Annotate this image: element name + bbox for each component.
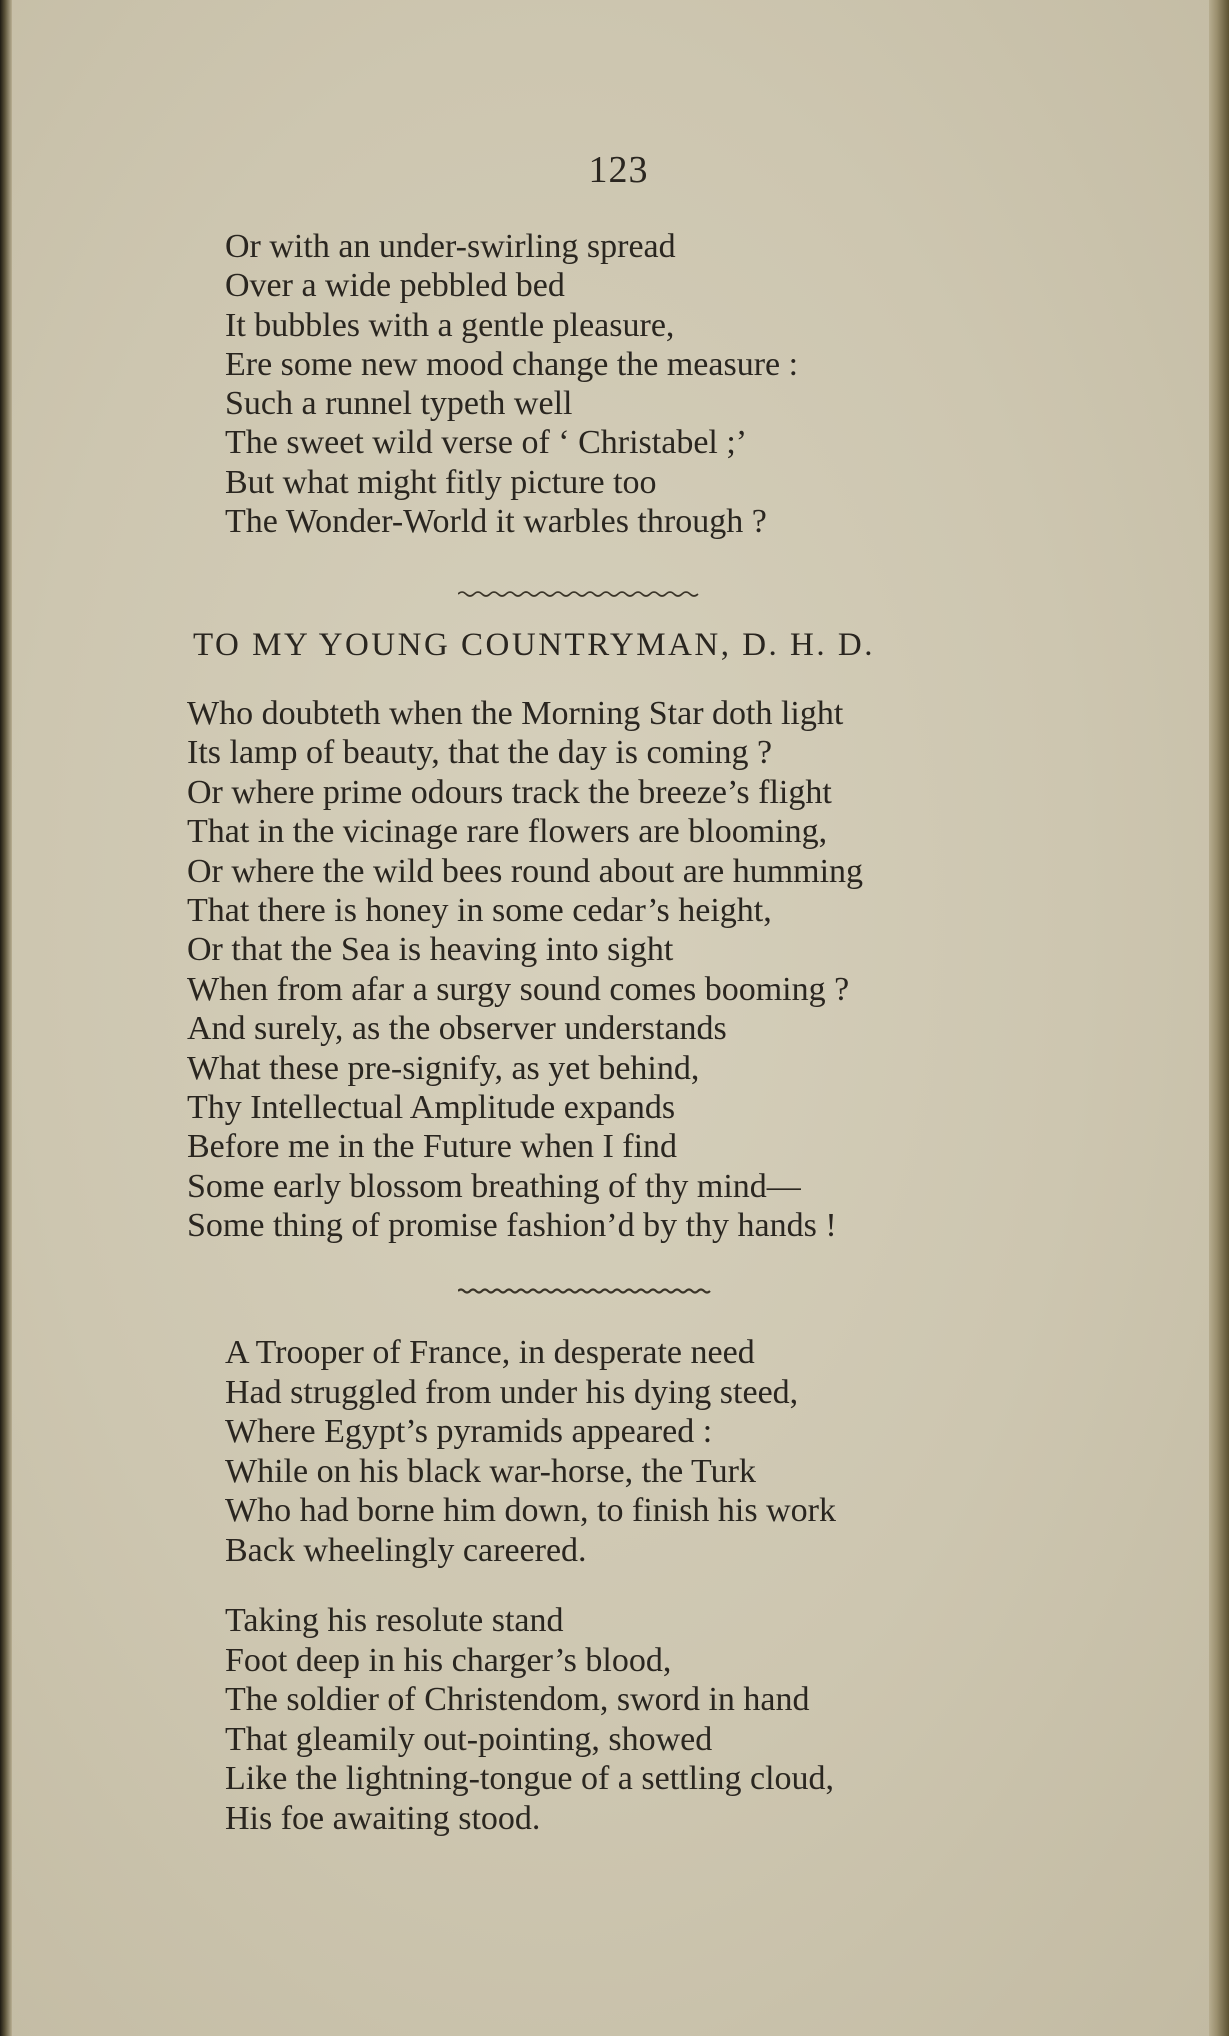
verse-line: The Wonder-World it warbles through ? (225, 503, 767, 541)
verse-line: That in the vicinage rare flowers are blooming, (187, 813, 828, 851)
stanza (225, 1333, 836, 1571)
verse-line: His foe awaiting stood. (225, 1799, 541, 1837)
poem-title: TO MY YOUNG COUNTRYMAN, D. H. D. (193, 627, 875, 663)
verse-line: That there is honey in some cedar’s height, (187, 892, 772, 930)
verse-line: Where Egypt’s pyramids appeared : (225, 1413, 713, 1451)
ornamental-divider-icon (458, 588, 704, 600)
verse-line: But what might fitly picture too (225, 463, 657, 501)
verse-line: Before me in the Future when I find (187, 1128, 678, 1166)
verse-line: While on his black war-horse, the Turk (225, 1452, 756, 1490)
verse-line: Its lamp of beauty, that the day is coming ? (187, 734, 773, 772)
verse-line: Or where prime odours track the breeze’s flight (187, 773, 832, 811)
verse-line: It bubbles with a gentle pleasure, (225, 306, 675, 344)
verse-line: Foot deep in his charger’s blood, (225, 1641, 672, 1679)
verse-line: The sweet wild verse of ‘ Christabel ;’ (225, 424, 748, 462)
verse-line: Ere some new mood change the measure : (225, 345, 799, 383)
verse-line: The soldier of Christendom, sword in hand (225, 1681, 810, 1719)
verse-line: Over a wide pebbled bed (225, 267, 565, 305)
verse-line: Some thing of promise fashion’d by thy hands ! (187, 1207, 837, 1245)
book-binding-edge (0, 0, 12, 2036)
ornamental-divider-icon (458, 1286, 714, 1296)
verse-line: Had struggled from under his dying steed, (225, 1373, 799, 1411)
sonnet-body (187, 694, 863, 1246)
verse-line: Like the lightning-tongue of a settling cloud, (225, 1760, 835, 1798)
verse-line: Or with an under-swirling spread (225, 228, 676, 265)
stanza (225, 1601, 834, 1839)
page-edge (1209, 0, 1229, 2036)
verse-line: And surely, as the observer understands (187, 1010, 727, 1048)
verse-line: When from afar a surgy sound comes booming ? (187, 970, 850, 1008)
page-number: 123 (588, 149, 649, 191)
verse-line: Back wheelingly careered. (225, 1531, 587, 1569)
verse-line: A Trooper of France, in desperate need (225, 1334, 755, 1371)
verse-line: Taking his resolute stand (225, 1602, 564, 1639)
verse-line: Or that the Sea is heaving into sight (187, 931, 674, 969)
verse-line: Some early blossom breathing of thy mind— (187, 1167, 801, 1205)
verse-line: Who had borne him down, to finish his work (225, 1492, 836, 1530)
verse-line: Or where the wild bees round about are humming (187, 852, 864, 890)
verse-line: What these pre-signify, as yet behind, (187, 1049, 700, 1087)
verse-line: That gleamily out-pointing, showed (225, 1720, 713, 1758)
verse-line: Who doubteth when the Morning Star doth light (187, 695, 844, 732)
stanza-continued (225, 227, 798, 541)
verse-line: Thy Intellectual Amplitude expands (187, 1089, 676, 1127)
verse-line: Such a runnel typeth well (225, 385, 573, 423)
